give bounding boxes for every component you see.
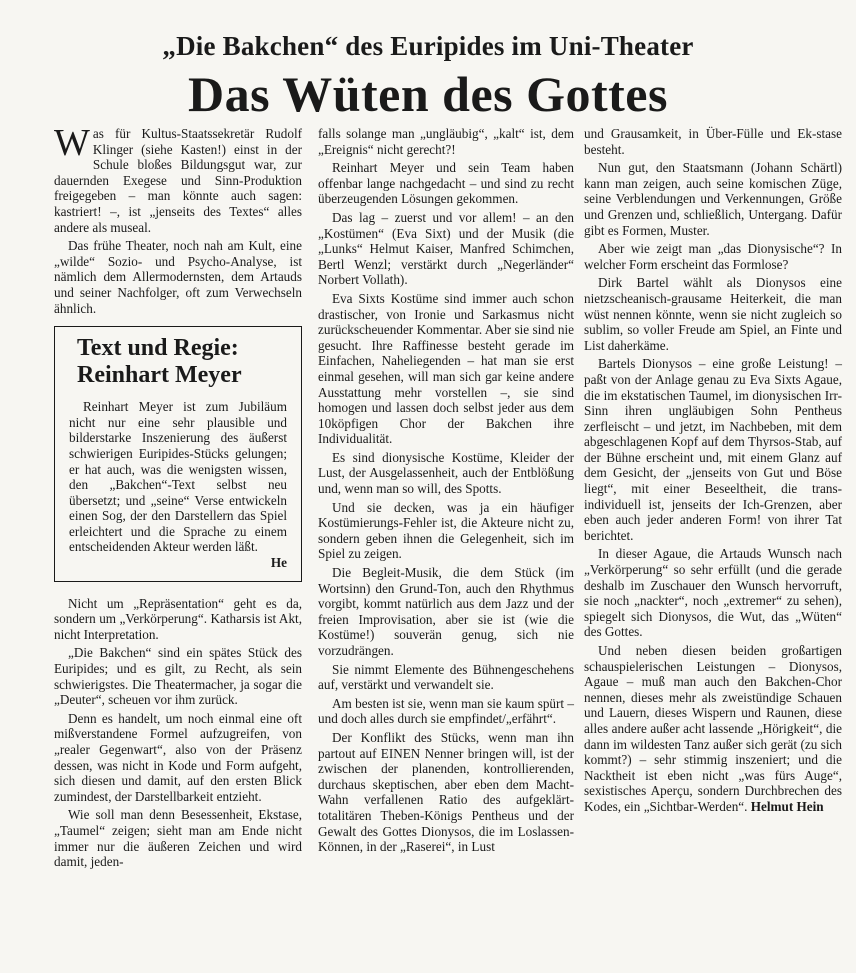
paragraph: falls solange man „ungläubig“, „kalt“ ist, dem „Ereignis“ nicht gerecht?! [318, 126, 574, 157]
paragraph: Eva Sixts Kostüme sind immer auch schon drastischer, von Ironie und Sarkasmus nicht zurückscheuender Kommentar. Aber sie sind nie gesucht. Ihre Raffinesse besteht gerade im Einfachen, Naheliegenden – hat man sie erst einmal gesehen, will man sich gar keine andere Ausstattung mehr vorstellen –, sie sind homogen und lassen doch selbst jeder aus dem 10köpfigen Chor der Bakchen ihre Individualität. [318, 290, 574, 447]
info-box [54, 326, 302, 582]
info-box-title: Text und Regie: Reinhart Meyer [77, 335, 242, 389]
info-box-text: Reinhart Meyer ist zum Jubiläum nicht nur eine sehr plausible und bilderstarke Inszenierung des äußerst schwierigen Euripides-Stücks gelungen; er hat auch, was die wenigsten wissen, den „Bakchen“-Text selbst neu übersetzt; und „seine“ Verse entwickeln einen Sog, der den Darstellern das Spiel erleichtert und die Sprache zu einem entscheidenden Akteur werden läßt. [69, 399, 287, 555]
paragraph: Und neben diesen beiden großartigen schauspielerischen Leistungen – Dionysos, Agaue – muß man auch den Bakchen-Chor nennen, dieses mehr als zweistündige Schauen und Lauern, dieses Wispern und Raunen, diese alles andere außer acht lassende „Hörigkeit“, die dann im wildesten Tanz außer sich gerät (zu sich kommt?) – sehr stimmig inszeniert; und die Nacktheit ist eben nicht „was fürs Auge“, sexistisches Aperçu, sondern Durchbrechen des Kodes, ein „Sichtbar-Werden“. Helmut Hein [584, 643, 842, 814]
paragraph: Dirk Bartel wählt als Dionysos eine nietzscheanisch-grausame Heiterkeit, die man wüst nennen könnte, wenn sie nicht zugleich so sublim, so voller Freude am Spiel, an Finte und List daherkäme. [584, 275, 842, 353]
paragraph: Am besten ist sie, wenn man sie kaum spürt – und doch alles durch sie empfindet/„erfährt“. [318, 695, 574, 727]
column-2 [318, 126, 574, 858]
paragraph: Es sind dionysische Kostüme, Kleider der Lust, der Ausgelassenheit, auch der Entblößung und, wenn man so will, des Spotts. [318, 449, 574, 497]
column-3 [584, 126, 842, 818]
paragraph: Und sie decken, was ja ein häufiger Kostümierungs-Fehler ist, die Akteure nicht zu, sondern geben ihnen die Gelegenheit, sich im Spiel zu zeigen. [318, 499, 574, 562]
paragraph: In dieser Agaue, die Artauds Wunsch nach „Verkörperung“ so sehr erfüllt (und die gerade deshalb im Zuschauer den Wunsch hervorruft, sie noch „nackter“, noch „extremer“ zu sehen), spiegelt sich Dionysos, die Wut, das „Wüten“ des Gottes. [584, 546, 842, 640]
paragraph: „Die Bakchen“ sind ein spätes Stück des Euripides; und es gilt, zu Recht, als sein schwierigstes. Die Theatermacher, ja sogar die „Deuter“, scheuen vor ihm zurück. [54, 645, 302, 708]
paragraph: Denn es handelt, um noch einmal eine oft mißverstandene Formel aufzugreifen, von „realer Gegenwart“, also von der Präsenz dessen, was nicht in Kode und Form aufgeht, sich diesen und damit, auf den ersten Blick zumindest, der Darstellbarkeit entzieht. [54, 710, 302, 804]
paragraph: Der Konflikt des Stücks, wenn man ihn partout auf EINEN Nenner bringen will, ist der zwischen der planenden, kontrollierenden, durchaus skeptischen, aber eben dem Macht-Wahn verfallenen Ratio des aufgeklärt-totalitären Theben-Königs Pentheus und der Gewalt des Gottes Dionysos, die im Loslassen-Können, in der „Raserei“, in Lust [318, 729, 574, 855]
author-byline: Helmut Hein [750, 798, 824, 814]
paragraph: Was für Kultus-Staatssekretär Rudolf Klinger (siehe Kasten!) einst in der Schule bloßes Bildungsgut war, zur dauernden Exegese und Sinn-Produktion freigegeben – man könnte auch sagen: kastriert! –, ist „jenseits des Textes“ alles andere als museal. [54, 122, 302, 235]
paragraph: Wie soll man denn Besessenheit, Ekstase, „Taumel“ zeigen; sieht man am Ende nicht immer nur die äußeren Zeichen und wird damit, jeden- [54, 807, 302, 870]
paragraph: Das frühe Theater, noch nah am Kult, eine „wilde“ Sozio- und Psycho-Analyse, ist nämlich dem Allermodernsten, dem Artauds und seiner Nachfolger, oft zum Verwechseln ähnlich. [54, 238, 302, 316]
paragraph: und Grausamkeit, in Über-Fülle und Ek-stase besteht. [584, 126, 842, 157]
paragraph: Nicht um „Repräsentation“ geht es da, sondern um „Verkörperung“. Katharsis ist Akt, nicht Interpretation. [54, 595, 302, 642]
paragraph: Die Begleit-Musik, die dem Stück (im Wortsinn) den Grund-Ton, auch den Rhythmus vorgibt, kommt natürlich aus dem Jazz und der freien Improvisation, aber sie ist (wie die Kostüme!) souverän genug, sich nie vorzudrängen. [318, 565, 574, 658]
drop-cap: W [54, 122, 90, 164]
paragraph: Nun gut, den Staatsmann (Johann Schärtl) kann man zeigen, auch seine komischen Züge, seine Verblendungen und Verkennungen, Größe und Grenzen und, schließlich, Untergang. Dafür gibt es Formen, Muster. [584, 160, 842, 238]
paragraph: Das lag – zuerst und vor allem! – an den „Kostümen“ (Eva Sixt) und der Musik (die „Lunks“ Helmut Kaiser, Manfred Schimchen, Bertl Wenzl; verstärkt durch „Negerländer“ Norbert Vollath). [318, 209, 574, 288]
column-1 [54, 122, 302, 873]
article-headline: Das Wüten des Gottes [188, 66, 668, 122]
paragraph: Sie nimmt Elemente des Bühnengeschehens auf, verstärkt und verwandelt sie. [318, 661, 574, 693]
info-box-signature: He [270, 555, 287, 571]
paragraph: Reinhart Meyer und sein Team haben offenbar lange nachgedacht – und sind zu recht überzeugenden Lösungen gekommen. [318, 160, 574, 207]
paragraph: Aber wie zeigt man „das Dionysische“? In welcher Form erscheint das Formlose? [584, 241, 842, 272]
paragraph: Bartels Dionysos – eine große Leistung! – paßt von der Anlage genau zu Eva Sixts Agaue, die im ekstatischen Taumel, im dionysischen Irr-Sinn ihren ungläubigen Sohn Pentheus zerfleischt – und jetzt, im Nachbeben, mit dem abgeschlagenen Kopf auf dem Thyrsos-Stab, auf der Bühne erscheint und, mit einem Glanz auf dem Gesicht, der „jenseits von Gut und Böse liegt“, mit einer Beseeltheit, die trans-individuell ist, jenseits der Ich-Grenzen, aber eben auch jeder anderen Form! von ihrer Tat berichtet. [584, 356, 842, 543]
article-kicker: „Die Bakchen“ des Euripides im Uni-Theater [162, 31, 694, 61]
